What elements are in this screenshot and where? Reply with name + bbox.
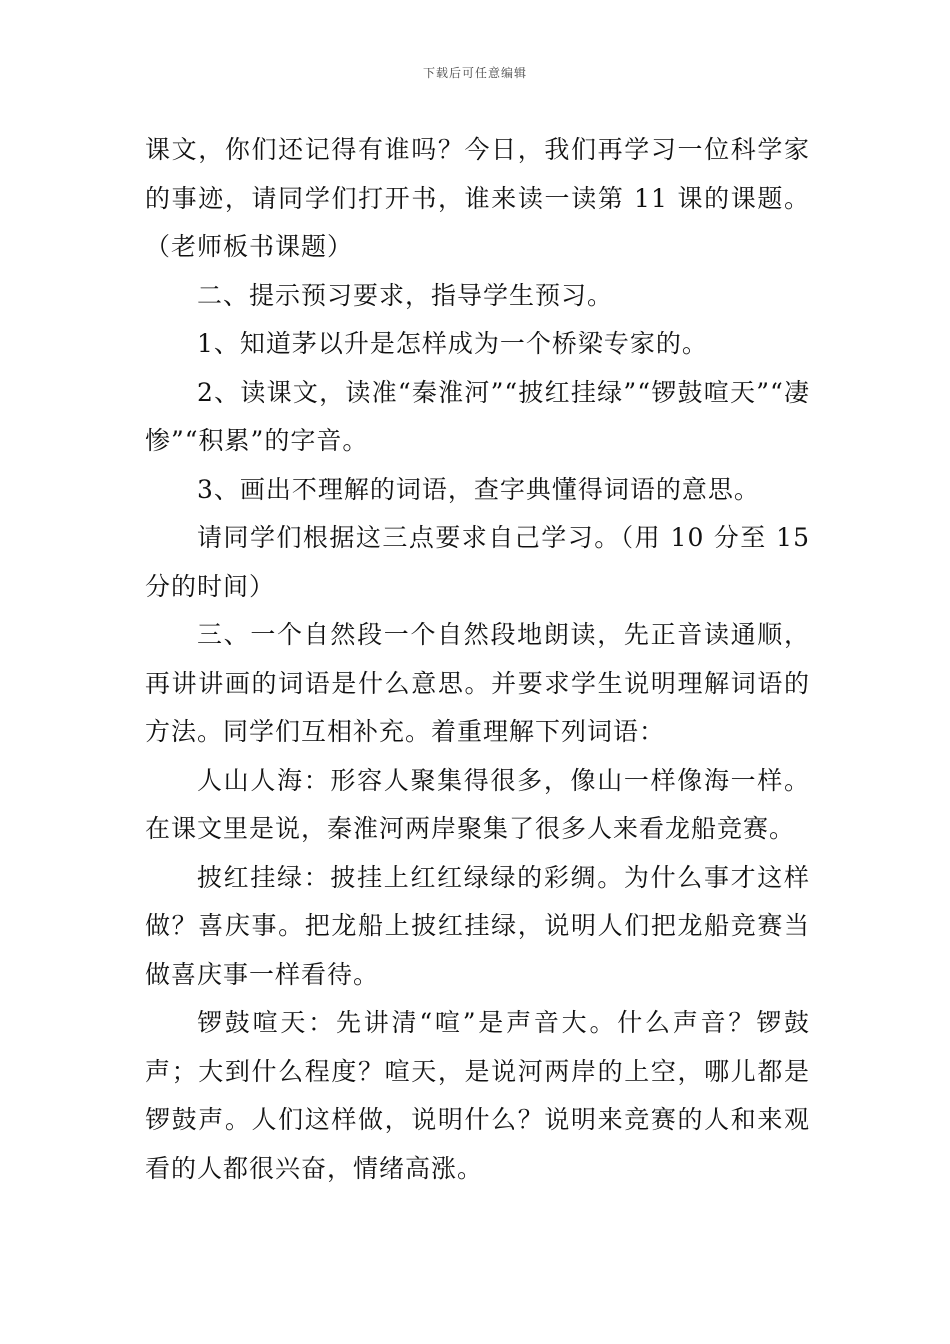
- paragraph-10: 锣鼓喧天：先讲清“喧”是声音大。什么声音？锣鼓声；大到什么程度？喧天，是说河两岸的上空，哪儿都是锣鼓声。人们这样做，说明什么？说明来竞赛的人和来观看的人都很兴奋，情绪高涨。: [145, 1008, 810, 1183]
- paragraph-3: 1、知道茅以升是怎样成为一个桥梁专家的。: [197, 329, 708, 358]
- paragraph-4: 2、读课文，读准“秦淮河”“披红挂绿”“锣鼓喧天”“凄惨”“积累”的字音。: [145, 377, 810, 455]
- paragraph-6: 请同学们根据这三点要求自己学习。（用 10 分至 15 分的时间）: [145, 523, 810, 601]
- paragraph-8: 人山人海：形容人聚集得很多，像山一样像海一样。在课文里是说，秦淮河两岸聚集了很多人来看龙船竞赛。: [145, 765, 810, 843]
- paragraph-5: 3、画出不理解的词语，查字典懂得词语的意思。: [197, 474, 760, 504]
- paragraph-7: 三、一个自然段一个自然段地朗读，先正音读通顺，再讲讲画的词语是什么意思。并要求学生说明理解词语的方法。同学们互相补充。着重理解下列词语：: [145, 620, 810, 746]
- page-header: 下载后可任意编辑: [422, 66, 527, 80]
- paragraph-1: 课文，你们还记得有谁吗？今日，我们再学习一位科学家的事迹，请同学们打开书，谁来读一读第 11 课的课题。（老师板书课题）: [145, 135, 810, 261]
- paragraph-9: 披红挂绿：披挂上红红绿绿的彩绸。为什么事才这样做？喜庆事。把龙船上披红挂绿，说明人们把龙船竞赛当做喜庆事一样看待。: [145, 862, 810, 989]
- paragraph-2: 二、提示预习要求，指导学生预习。: [197, 280, 614, 310]
- document-body: [145, 126, 810, 1193]
